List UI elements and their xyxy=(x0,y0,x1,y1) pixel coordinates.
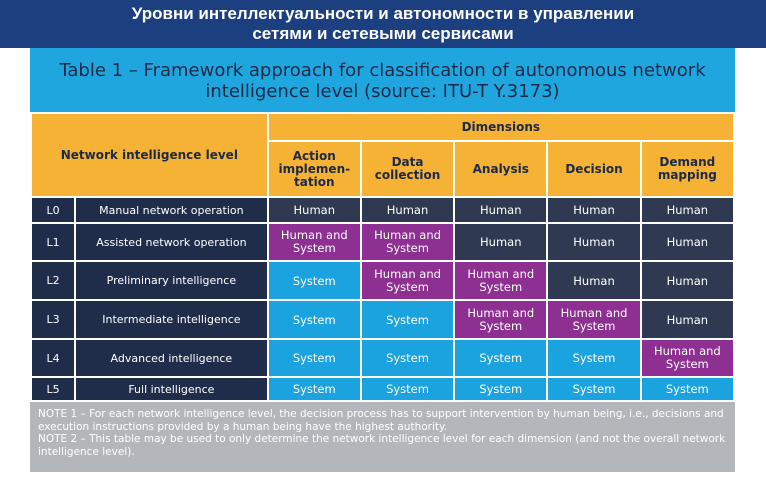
header-dimension-line: Analysis xyxy=(472,161,529,176)
dimension-cell xyxy=(642,262,733,299)
banner-title-line-2: сетями и сетевыми сервисами xyxy=(252,24,514,43)
level-code: L3 xyxy=(32,301,74,338)
header-dimension-line: Decision xyxy=(565,161,623,176)
table-row xyxy=(32,301,733,338)
dimension-cell-text: System xyxy=(572,351,616,365)
dimension-cell xyxy=(455,301,546,338)
dimension-cell-text: Human xyxy=(666,312,709,327)
header-dimension-line: collection xyxy=(374,168,441,182)
dimension-cell xyxy=(269,198,360,222)
dimension-cell-text: Human and xyxy=(374,266,441,281)
dimension-cell-text: Human and xyxy=(280,228,348,242)
header-dimension-line: Action xyxy=(292,148,336,163)
dimension-cell-text: System xyxy=(292,351,336,365)
dimension-cell xyxy=(548,340,639,376)
dimension-cell xyxy=(455,378,546,400)
dimension-cell xyxy=(269,378,360,400)
level-code: L5 xyxy=(32,378,74,400)
dimension-cell-text: System xyxy=(292,241,336,255)
table-row xyxy=(32,262,733,299)
dimension-cell-text: Human xyxy=(293,203,336,217)
dimension-cell xyxy=(548,262,639,299)
intelligence-level-table xyxy=(30,112,735,402)
dimension-cell-text: System xyxy=(386,312,429,327)
level-name: Full intelligence xyxy=(76,378,267,400)
dimension-cell xyxy=(362,198,453,222)
dimension-cell xyxy=(548,224,639,260)
dimension-cell xyxy=(362,224,453,260)
dimension-cell-text: Human and xyxy=(560,305,628,320)
dimension-cell-text: Human xyxy=(480,235,522,249)
dimension-cell xyxy=(455,262,546,299)
dimension-cell-text: System xyxy=(292,312,336,327)
level-name: Manual network operation xyxy=(76,198,267,222)
table-row xyxy=(32,340,733,376)
dimension-cell xyxy=(362,262,453,299)
dimension-cell-text: System xyxy=(665,382,709,396)
dimension-cell-text: System xyxy=(572,318,616,333)
dimension-cell-text: Human xyxy=(666,273,709,288)
header-network-intelligence-level: Network intelligence level xyxy=(32,114,267,196)
dimension-cell xyxy=(642,301,733,338)
dimension-cell-text: Human xyxy=(480,203,522,217)
table-notes xyxy=(30,402,735,472)
dimension-cell xyxy=(548,301,639,338)
dimension-cell-text: System xyxy=(292,273,336,288)
dimension-cell-text: Human xyxy=(573,273,615,288)
level-name: Preliminary intelligence xyxy=(76,262,267,299)
table-title xyxy=(30,60,735,110)
dimension-cell xyxy=(455,340,546,376)
dimension-cell xyxy=(642,198,733,222)
header-dimension-column xyxy=(269,142,360,196)
level-name: Intermediate intelligence xyxy=(76,301,267,338)
table-title-line-1: Table 1 – Framework approach for classification of autonomous network xyxy=(59,60,706,81)
header-dimension-line: Data xyxy=(391,155,424,169)
dimension-cell-text: Human xyxy=(666,235,709,249)
header-dimensions: Dimensions xyxy=(269,114,733,140)
dimension-cell xyxy=(269,340,360,376)
dimension-cell-text: Human xyxy=(573,203,615,217)
dimension-cell xyxy=(269,224,360,260)
dimension-cell-text: System xyxy=(665,357,709,371)
header-dimension-line: mapping xyxy=(657,168,717,182)
dimension-cell-text: System xyxy=(479,279,523,294)
dimension-cell-text: System xyxy=(386,382,429,396)
banner-title-line-1: Уровни интеллектуальности и автономности в управлении xyxy=(131,4,635,23)
dimension-cell xyxy=(362,378,453,400)
dimension-cell xyxy=(642,378,733,400)
dimension-cell xyxy=(269,262,360,299)
dimension-cell-text: System xyxy=(386,279,429,294)
dimension-cell xyxy=(455,224,546,260)
level-code: L0 xyxy=(32,198,74,222)
header-dimension-column xyxy=(642,142,733,196)
note-1: NOTE 1 – For each network intelligence level, the decision process has to support intervention by human being, i.e., decisions and execution instructions provided by a human being have the highest authority. xyxy=(38,408,724,433)
dimension-cell-text: Human and xyxy=(374,228,441,242)
dimension-cell-text: System xyxy=(479,318,523,333)
header-dimension-column xyxy=(455,142,546,196)
table-row xyxy=(32,378,733,400)
dimension-cell xyxy=(362,301,453,338)
header-dimension-line: implemen- xyxy=(278,161,351,176)
dimension-cell-text: Human xyxy=(386,203,429,217)
dimension-cell-text: System xyxy=(572,382,616,396)
dimension-cell-text: System xyxy=(386,241,429,255)
level-name: Assisted network operation xyxy=(76,224,267,260)
dimension-cell-text: System xyxy=(386,351,429,365)
table-title-line-2: intelligence level (source: ITU-T Y.3173) xyxy=(205,81,560,102)
dimension-cell-text: Human and xyxy=(467,305,535,320)
dimension-cell xyxy=(362,340,453,376)
dimension-cell xyxy=(548,198,639,222)
level-code: L2 xyxy=(32,262,74,299)
level-code: L1 xyxy=(32,224,74,260)
dimension-cell-text: System xyxy=(292,382,336,396)
header-dimension-line: Demand xyxy=(659,155,716,169)
header-dimension-column xyxy=(362,142,453,196)
level-code: L4 xyxy=(32,340,74,376)
table-row xyxy=(32,198,733,222)
dimension-cell-text: Human and xyxy=(653,344,721,358)
level-name: Advanced intelligence xyxy=(76,340,267,376)
header-dimension-column xyxy=(548,142,639,196)
dimension-cell-text: Human xyxy=(573,235,615,249)
dimension-cell xyxy=(269,301,360,338)
dimension-cell-text: System xyxy=(479,382,523,396)
dimension-cell-text: System xyxy=(479,351,523,365)
dimension-cell-text: Human xyxy=(666,203,709,217)
note-2: NOTE 2 – This table may be used to only determine the network intelligence level for each dimension (and not the overall network intelligence level). xyxy=(38,433,726,458)
dimension-cell-text: Human and xyxy=(467,266,535,281)
header-dimension-line: tation xyxy=(294,174,335,189)
dimension-cell xyxy=(642,340,733,376)
table-row xyxy=(32,224,733,260)
dimension-cell xyxy=(642,224,733,260)
dimension-cell xyxy=(455,198,546,222)
dimension-cell xyxy=(548,378,639,400)
slide-banner xyxy=(0,0,766,48)
